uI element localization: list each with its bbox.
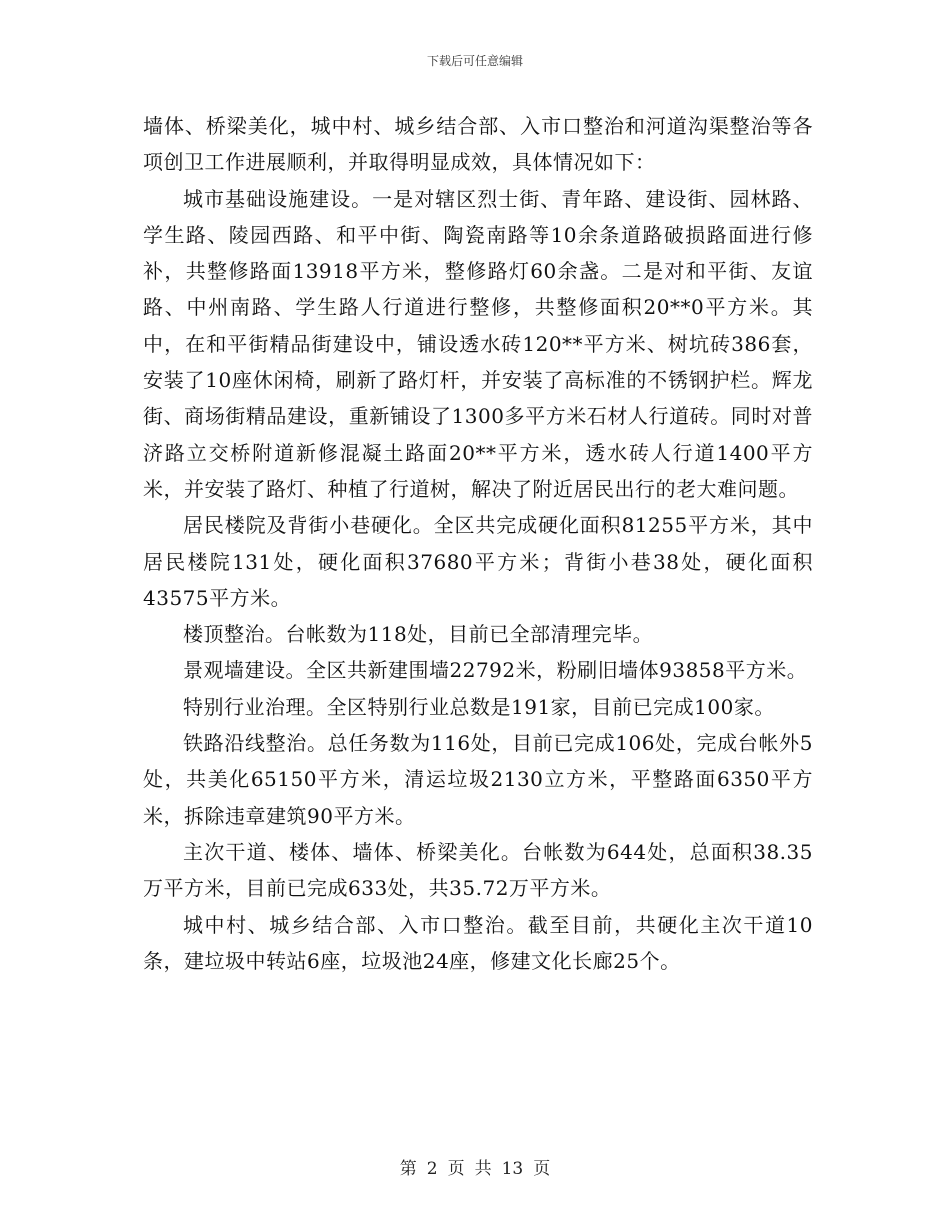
paragraph-infrastructure: 城市基础设施建设。一是对辖区烈士街、青年路、建设街、园林路、学生路、陵园西路、和平中街、陶瓷南路等10余条道路破损路面进行修补，共整修路面13918平方米，整修路灯60余盏。二是对和平街、友谊路、中州南路、学生路人行道进行整修，共整修面积20**0平方米。其中，在和平街精品街建设中，铺设透水砖120**平方米、树坑砖386套，安装了10座休闲椅，刷新了路灯杆，并安装了高标准的不锈钢护栏。辉龙街、商场街精品建设，重新铺设了1300多平方米石材人行道砖。同时对普济路立交桥附道新修混凝土路面20**平方米，透水砖人行道1400平方米，并安装了路灯、种植了行道树，解决了附近居民出行的老大难问题。 [143, 186, 813, 501]
paragraph-rooftop: 楼顶整治。台帐数为118处，目前已全部清理完毕。 [183, 622, 654, 647]
paragraph-continuation: 墙体、桥梁美化，城中村、城乡结合部、入市口整治和河道沟渠整治等各项创卫工作进展顺利，并取得明显成效，具体情况如下： [143, 114, 813, 175]
paragraph-urban-village: 城中村、城乡结合部、入市口整治。截至目前，共硬化主次干道10条，建垃圾中转站6座，垃圾池24座，修建文化长廊25个。 [143, 912, 813, 973]
paragraph-residential: 居民楼院及背街小巷硬化。全区共完成硬化面积81255平方米，其中居民楼院131处，硬化面积37680平方米；背街小巷38处，硬化面积43575平方米。 [143, 513, 813, 610]
footer-ye: 页 [447, 1159, 465, 1179]
paragraph-landscape-wall: 景观墙建设。全区共新建围墙22792米，粉刷旧墙体93858平方米。 [183, 658, 808, 683]
footer-ye2: 页 [533, 1159, 551, 1179]
page-header: 下载后可任意编辑 [426, 54, 523, 68]
page-number: 2 [426, 1159, 438, 1179]
page-total: 13 [501, 1159, 524, 1179]
paragraph-railway: 铁路沿线整治。总任务数为116处，目前已完成106处，完成台帐外5处，共美化65150平方米，清运垃圾2130立方米，平整路面6350平方米，拆除违章建筑90平方米。 [143, 731, 813, 828]
footer-gong: 共 [474, 1159, 492, 1179]
document-body [143, 108, 813, 979]
footer-di: 第 [399, 1159, 417, 1179]
paragraph-road-beautification: 主次干道、楼体、墙体、桥梁美化。台帐数为644处，总面积38.35万平方米，目前已完成633处，共35.72万平方米。 [143, 839, 813, 901]
paragraph-special-industry: 特别行业治理。全区特别行业总数是191家，目前已完成100家。 [183, 694, 775, 719]
page-footer [0, 1154, 950, 1179]
